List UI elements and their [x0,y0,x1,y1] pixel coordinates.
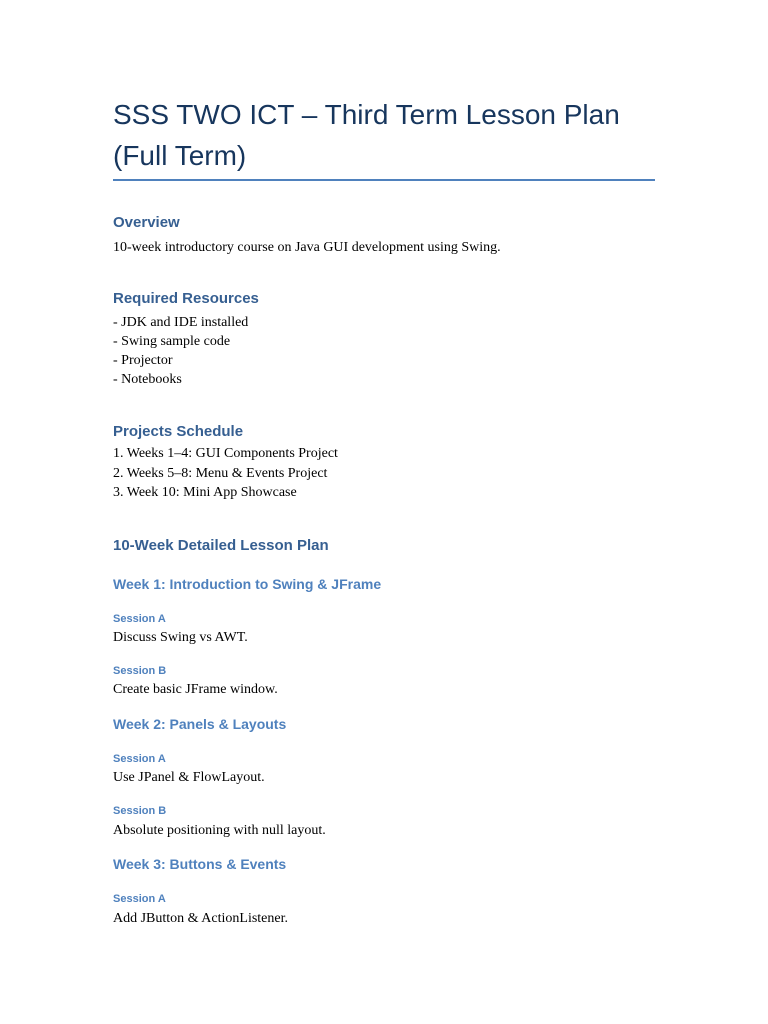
title-underline [113,179,655,181]
lesson-plan-heading: 10-Week Detailed Lesson Plan [113,537,329,554]
session-text: Use JPanel & FlowLayout. [113,770,265,785]
week-heading: Week 3: Buttons & Events [113,856,287,872]
list-item: 2. Weeks 5–8: Menu & Events Project [113,465,328,481]
session-text: Discuss Swing vs AWT. [113,630,248,645]
list-item: - Swing sample code [113,334,231,349]
session-text: Absolute positioning with null layout. [113,823,326,838]
list-item: - Notebooks [113,372,182,387]
resources-heading: Required Resources [113,290,259,307]
session-label: Session B [113,665,167,677]
week-heading: Week 1: Introduction to Swing & JFrame [113,576,382,592]
session-label: Session A [113,753,166,765]
week-heading: Week 2: Panels & Layouts [113,716,287,732]
list-item: - JDK and IDE installed [113,315,249,330]
projects-list [113,444,338,503]
projects-heading: Projects Schedule [113,423,244,440]
session-text: Create basic JFrame window. [113,682,278,697]
document-title: SSS TWO ICT – Third Term Lesson Plan (Full Term) [113,99,620,171]
list-item: 1. Weeks 1–4: GUI Components Project [113,446,338,461]
session-label: Session A [113,893,166,905]
overview-heading: Overview [113,214,180,231]
resources-list [113,313,248,389]
session-label: Session B [113,805,167,817]
overview-text: 10-week introductory course on Java GUI development using Swing. [113,240,501,255]
list-item: 3. Week 10: Mini App Showcase [113,485,297,500]
session-label: Session A [113,613,166,625]
list-item: - Projector [113,353,173,368]
session-text: Add JButton & ActionListener. [113,911,288,926]
